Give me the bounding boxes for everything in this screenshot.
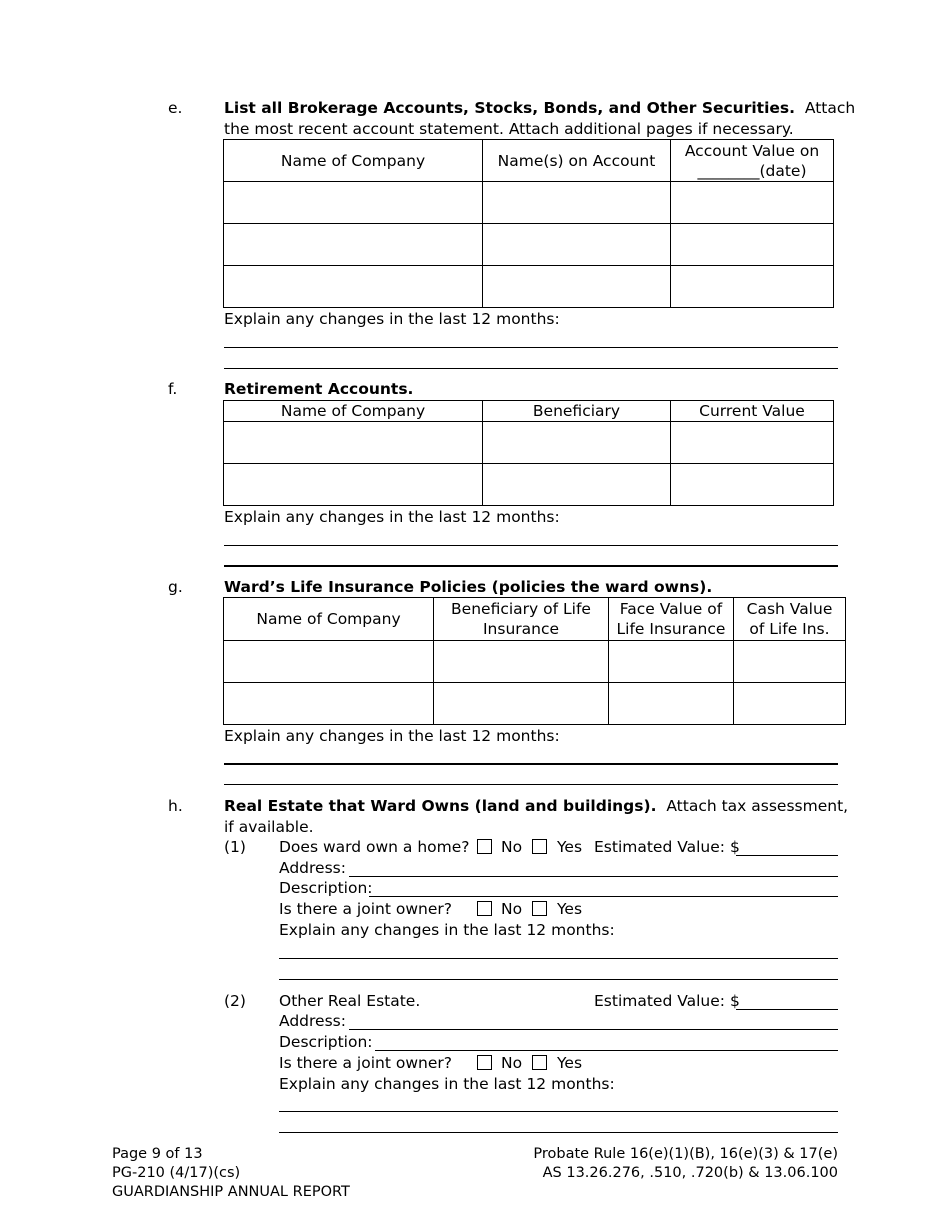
section-e-explain-line-1[interactable] [224, 347, 838, 348]
table-cell[interactable] [483, 422, 671, 464]
section-f-heading: Retirement Accounts. [224, 380, 414, 398]
other-joint-owner-no-checkbox[interactable] [477, 1055, 492, 1070]
table-cell[interactable] [671, 224, 834, 266]
table-header-row [224, 598, 846, 641]
footer-probate-rule: Probate Rule 16(e)(1)(B), 16(e)(3) & 17(e) [533, 1146, 838, 1162]
own-home-no-checkbox[interactable] [477, 839, 492, 854]
column-header-current-value: Current Value [671, 401, 834, 422]
column-header-beneficiary-line2: Insurance [482, 620, 560, 638]
column-header-cash-value [734, 598, 846, 641]
other-joint-owner-question: Is there a joint owner? [279, 1054, 452, 1072]
table-cell[interactable] [224, 464, 483, 506]
section-h-heading-line [224, 796, 848, 816]
table-cell[interactable] [434, 641, 609, 683]
section-f-explain-label: Explain any changes in the last 12 months: [224, 508, 560, 526]
section-h-heading: Real Estate that Ward Owns (land and buildings). [224, 797, 657, 815]
column-header-beneficiary-line1: Beneficiary of Life [451, 600, 591, 618]
table-cell[interactable] [671, 266, 834, 308]
section-e-explain-line-2[interactable] [224, 368, 838, 369]
table-cell[interactable] [224, 422, 483, 464]
table-cell[interactable] [671, 182, 834, 224]
section-e-heading: List all Brokerage Accounts, Stocks, Bonds, and Other Securities. [224, 99, 796, 117]
home-joint-owner-no-label: No [501, 900, 523, 918]
column-header-beneficiary [434, 598, 609, 641]
footer-page-number: Page 9 of 13 [112, 1146, 203, 1162]
table-cell[interactable] [609, 683, 734, 725]
other-joint-owner-yes-checkbox[interactable] [532, 1055, 547, 1070]
footer-form-title: GUARDIANSHIP ANNUAL REPORT [112, 1184, 350, 1200]
section-h-instruction-1: Attach tax assessment, [666, 797, 849, 815]
table-row [224, 422, 834, 464]
other-joint-owner-yes-label: Yes [557, 1054, 583, 1072]
table-cell[interactable] [734, 683, 846, 725]
table-cell[interactable] [483, 224, 671, 266]
table-row [224, 683, 846, 725]
table-cell[interactable] [434, 683, 609, 725]
section-g-letter: g. [168, 578, 183, 596]
section-g-explain-line-1[interactable] [224, 763, 838, 765]
other-explain-line-2[interactable] [279, 1132, 838, 1133]
home-explain-label: Explain any changes in the last 12 months: [279, 921, 615, 939]
column-header-cash-value-line1: Cash Value [746, 600, 833, 618]
home-joint-owner-question: Is there a joint owner? [279, 900, 452, 918]
footer-form-number: PG-210 (4/17)(cs) [112, 1165, 241, 1181]
table-header-row [224, 401, 834, 422]
table-cell[interactable] [483, 464, 671, 506]
brokerage-accounts-table [223, 139, 834, 308]
home-description-field[interactable] [369, 896, 838, 897]
own-home-yes-label: Yes [557, 838, 583, 856]
table-cell[interactable] [224, 641, 434, 683]
home-explain-line-1[interactable] [279, 958, 838, 959]
other-estimated-value-label: Estimated Value: $ [594, 992, 740, 1010]
section-h-instruction-2: if available. [224, 818, 314, 836]
home-address-field[interactable] [349, 876, 838, 877]
life-insurance-table [223, 597, 846, 725]
home-explain-line-2[interactable] [279, 979, 838, 980]
other-explain-line-1[interactable] [279, 1111, 838, 1112]
column-header-beneficiary: Beneficiary [483, 401, 671, 422]
column-header-names: Name(s) on Account [483, 140, 671, 182]
table-header-row [224, 140, 834, 182]
column-header-cash-value-line2: of Life Ins. [749, 620, 830, 638]
column-header-company: Name of Company [224, 140, 483, 182]
table-cell[interactable] [224, 182, 483, 224]
other-estimated-value-field[interactable] [736, 1009, 838, 1010]
table-cell[interactable] [734, 641, 846, 683]
section-h-letter: h. [168, 797, 183, 815]
home-estimated-value-label: Estimated Value: $ [594, 838, 740, 856]
table-cell[interactable] [224, 224, 483, 266]
section-g-explain-label: Explain any changes in the last 12 months: [224, 727, 560, 745]
item-1-number: (1) [224, 838, 246, 856]
home-description-label: Description: [279, 879, 373, 897]
own-home-question: Does ward own a home? [279, 838, 470, 856]
other-description-field[interactable] [375, 1050, 838, 1051]
table-cell[interactable] [224, 683, 434, 725]
section-e-explain-label: Explain any changes in the last 12 months: [224, 310, 560, 328]
table-cell[interactable] [224, 266, 483, 308]
home-address-label: Address: [279, 859, 346, 877]
other-description-label: Description: [279, 1033, 373, 1051]
home-joint-owner-yes-checkbox[interactable] [532, 901, 547, 916]
table-cell[interactable] [671, 422, 834, 464]
table-cell[interactable] [483, 182, 671, 224]
section-f-letter: f. [168, 380, 178, 398]
table-row [224, 224, 834, 266]
section-g-explain-line-2[interactable] [224, 784, 838, 785]
other-address-field[interactable] [349, 1029, 838, 1030]
column-header-company: Name of Company [224, 401, 483, 422]
other-explain-label: Explain any changes in the last 12 months: [279, 1075, 615, 1093]
home-estimated-value-field[interactable] [736, 855, 838, 856]
table-row [224, 182, 834, 224]
table-cell[interactable] [609, 641, 734, 683]
table-cell[interactable] [483, 266, 671, 308]
other-address-label: Address: [279, 1012, 346, 1030]
section-f-explain-line-1[interactable] [224, 545, 838, 546]
column-header-company: Name of Company [224, 598, 434, 641]
table-cell[interactable] [671, 464, 834, 506]
column-header-face-value [609, 598, 734, 641]
item-2-number: (2) [224, 992, 246, 1010]
retirement-accounts-table [223, 400, 834, 506]
other-real-estate-label: Other Real Estate. [279, 992, 421, 1010]
column-header-face-value-line1: Face Value of [619, 600, 723, 618]
table-row [224, 266, 834, 308]
section-g-heading: Ward’s Life Insurance Policies (policies the ward owns). [224, 578, 713, 596]
column-header-value [671, 140, 834, 182]
section-e-heading-line [224, 98, 855, 118]
column-header-value-line2: ________(date) [697, 161, 807, 180]
own-home-yes-checkbox[interactable] [532, 839, 547, 854]
footer-statute: AS 13.26.276, .510, .720(b) & 13.06.100 [542, 1165, 838, 1181]
table-row [224, 464, 834, 506]
other-joint-owner-no-label: No [501, 1054, 523, 1072]
section-e-letter: e. [168, 99, 183, 117]
home-joint-owner-yes-label: Yes [557, 900, 583, 918]
section-e-instruction-2: the most recent account statement. Attach additional pages if necessary. [224, 120, 794, 138]
table-row [224, 641, 846, 683]
column-header-face-value-line2: Life Insurance [616, 620, 726, 638]
section-f-explain-line-2[interactable] [224, 565, 838, 567]
section-e-instruction-1: Attach [804, 99, 856, 117]
home-joint-owner-no-checkbox[interactable] [477, 901, 492, 916]
column-header-value-line1: Account Value on [684, 141, 820, 160]
own-home-no-label: No [501, 838, 523, 856]
